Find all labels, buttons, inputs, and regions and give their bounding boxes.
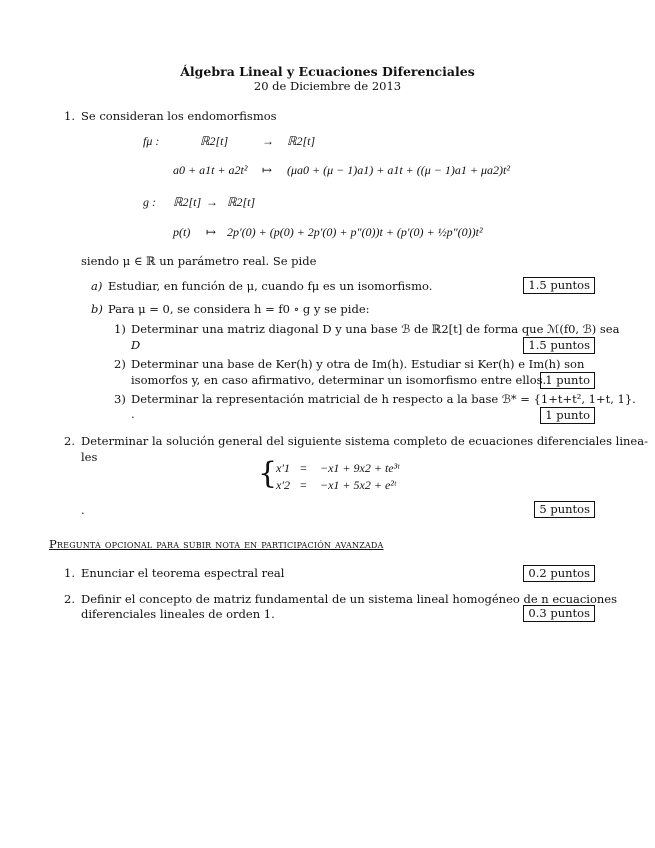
f-input: a0 + a1t + a2t² <box>173 163 248 177</box>
f-domain: ℝ2[t] <box>200 134 229 148</box>
f-arrow: → <box>262 134 274 148</box>
parameter-text: siendo μ ∈ ℝ un parámetro real. Se pide <box>81 254 317 268</box>
f-output: (μa0 + (μ − 1)a1) + a1t + ((μ − 1)a1 + μa2)t² <box>287 163 510 177</box>
optional-q2-number: 2. <box>64 592 75 606</box>
problem-1-intro: Se consideran los endomorfismos <box>81 109 277 123</box>
system-brace: { <box>258 456 278 491</box>
g-mapsto: ↦ <box>206 225 217 239</box>
optional-q2-text-cont: diferenciales lineales de orden 1. <box>81 607 275 621</box>
part-b2-text: Determinar una base de Ker(h) y otra de Im(h). Estudiar si Ker(h) e Im(h) son <box>131 357 585 371</box>
problem-2-dot: . <box>81 503 85 517</box>
optional-q1-text: Enunciar el teorema espectral real <box>81 566 285 580</box>
part-a-label: a) <box>91 279 103 293</box>
part-a-text: Estudiar, en función de μ, cuando fμ es un isomorfismo. <box>108 279 433 293</box>
optional-heading: Pregunta opcional para subir nota en participación avanzada <box>49 537 384 551</box>
eq1-rhs: −x1 + 9x2 + te³ᵗ <box>320 461 400 475</box>
g-codomain: ℝ2[t] <box>227 195 256 209</box>
problem-2-number: 2. <box>64 434 75 448</box>
part-b1-text-cont: D <box>131 338 141 352</box>
page-title: Álgebra Lineal y Ecuaciones Diferenciales <box>180 64 475 79</box>
f-codomain: ℝ2[t] <box>287 134 316 148</box>
eq2-lhs: x′2 <box>276 478 290 492</box>
eq2-rhs: −x1 + 5x2 + e²ᵗ <box>320 478 396 492</box>
f-label: fμ : <box>143 134 160 148</box>
optional-q1-points: 0.2 puntos <box>523 565 595 582</box>
problem-1-number: 1. <box>64 109 75 123</box>
problem-2-points: 5 puntos <box>534 501 595 518</box>
g-label: g : <box>143 195 156 209</box>
part-b-text: Para μ = 0, se considera h = f0 ∘ g y se pide: <box>108 302 370 316</box>
part-b-label: b) <box>91 302 103 316</box>
problem-2-text-cont: les <box>81 450 98 464</box>
part-b3-dot: . <box>131 407 135 421</box>
eq1-equals: = <box>300 461 307 475</box>
f-mapsto: ↦ <box>262 163 273 177</box>
part-b2-label: 2) <box>114 357 126 371</box>
exam-date: 20 de Diciembre de 2013 <box>253 79 402 93</box>
part-b3-text: Determinar la representación matricial de h respecto a la base ℬ* = {1+t+t², 1+t, 1}. <box>131 392 636 406</box>
part-b3-label: 3) <box>114 392 126 406</box>
g-domain: ℝ2[t] <box>173 195 202 209</box>
optional-q1-number: 1. <box>64 566 75 580</box>
problem-2-text: Determinar la solución general del siguiente sistema completo de ecuaciones diferenciales linea- <box>81 434 648 448</box>
part-b2-points: 1 punto <box>540 372 595 389</box>
eq2-equals: = <box>300 478 307 492</box>
g-arrow: → <box>206 195 218 209</box>
part-b2-text-cont: isomorfos y, en caso afirmativo, determinar un isomorfismo entre ellos. <box>131 373 547 387</box>
optional-q2-points: 0.3 puntos <box>523 605 595 622</box>
optional-q2-text: Definir el concepto de matriz fundamental de un sistema lineal homogéneo de n ecuaciones <box>81 592 618 606</box>
g-input: p(t) <box>173 225 191 239</box>
eq1-lhs: x′1 <box>276 461 290 475</box>
part-b1-label: 1) <box>114 322 126 336</box>
part-a-points: 1.5 puntos <box>523 277 595 294</box>
part-b3-points: 1 punto <box>540 407 595 424</box>
g-output: 2p′(0) + (p(0) + 2p′(0) + p″(0))t + (p′(0) + ½p″(0))t² <box>227 225 483 239</box>
part-b1-text: Determinar una matriz diagonal D y una base ℬ de ℝ2[t] de forma que ℳ(f0, ℬ) sea <box>131 322 620 336</box>
part-b1-points: 1.5 puntos <box>523 337 595 354</box>
